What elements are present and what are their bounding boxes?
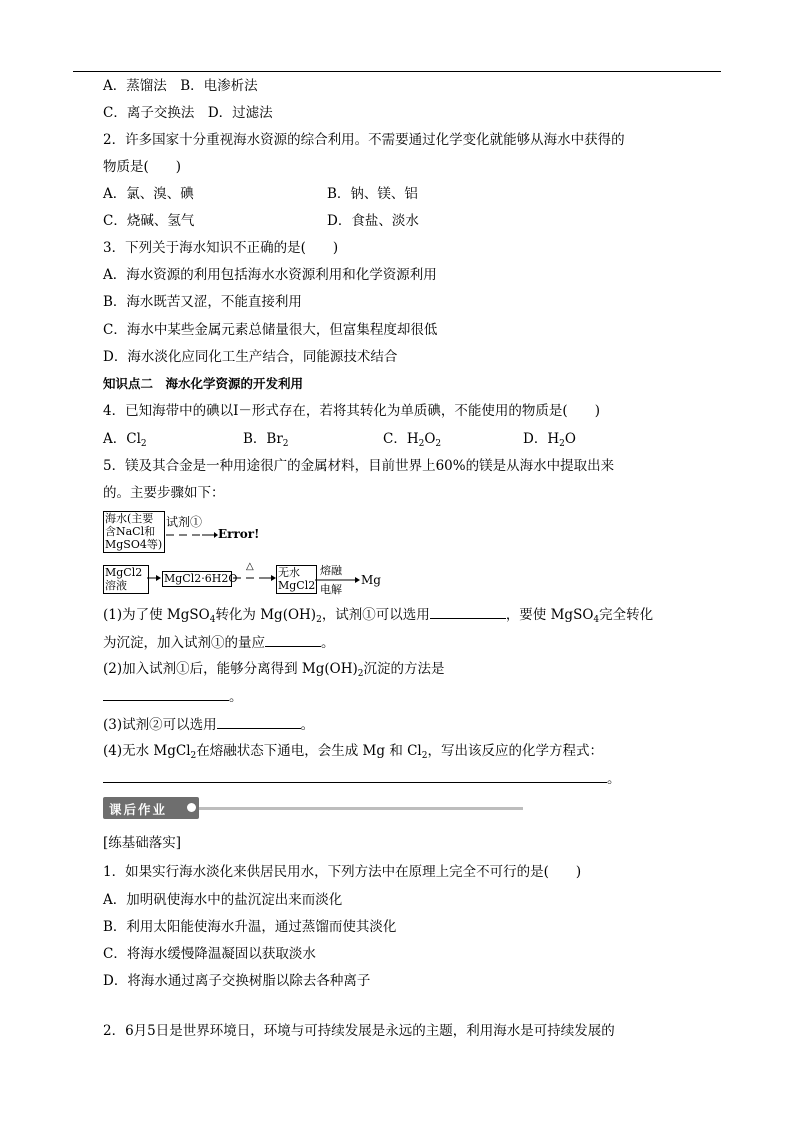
practice-title: [练基础落实]	[103, 835, 182, 851]
pq1-stem: 1．如果实行海水淡化来供居民用水，下列方法中在原理上完全不可行的是( )	[103, 864, 582, 880]
q5-stem-line2: 的。主要步骤如下：	[103, 485, 225, 501]
q4-option-a: A．$Cl_2$	[103, 431, 147, 449]
q5-stem-line1: 5．镁及其合金是一种用途很广的金属材料，目前世界上60%的镁是从海水中提取出来	[103, 458, 615, 474]
electrolysis-label: 电解	[320, 583, 342, 596]
q5-part3: (3)试剂②可以选用 。	[103, 714, 314, 735]
anhydrous-mgcl2-box: 无水 MgCl2	[278, 566, 316, 592]
answer-blank[interactable]	[217, 714, 301, 729]
header-rule	[73, 71, 721, 72]
mgcl2-hydrate-box: MgCl2·6H2O	[164, 572, 238, 585]
q4-option-d: D．$H_2O$	[523, 431, 576, 449]
arrow-3	[231, 572, 277, 584]
melt-label: 熔融	[320, 564, 342, 577]
q1-options-line2: C．离子交换法 D．过滤法	[103, 105, 273, 121]
answer-blank[interactable]	[103, 768, 607, 783]
answer-blank[interactable]	[430, 604, 506, 619]
arrow-1	[164, 527, 218, 541]
q2-stem-line1: 2．许多国家十分重视海水资源的综合利用。不需要通过化学变化就能够从海水中获得的	[103, 132, 625, 148]
q3-option-a: A．海水资源的利用包括海水水资源利用和化学资源利用	[103, 267, 437, 283]
heat-symbol: △	[246, 561, 254, 572]
q4-stem: 4．已知海带中的碘以I－形式存在，若将其转化为单质碘，不能使用的物质是( )	[103, 403, 600, 419]
pq1-option-d: D．将海水通过离子交换树脂以除去各种离子	[103, 973, 371, 989]
mg-product: Mg	[361, 573, 381, 587]
section-title: 知识点二 海水化学资源的开发利用	[103, 376, 304, 391]
arrow-2	[147, 572, 161, 584]
q5-part4-line2: 。	[103, 768, 621, 789]
q4-option-c: C．$H_2O_2$	[383, 431, 442, 449]
homework-banner	[103, 797, 423, 819]
mgcl2-solution-box: MgCl2 溶液	[103, 565, 149, 594]
answer-blank[interactable]	[265, 632, 321, 647]
q2-stem-line2: 物质是( )	[103, 159, 182, 175]
pq2-stem: 2．6月5日是世界环境日，环境与可持续发展是永远的主题，利用海水是可持续发展的	[103, 1023, 615, 1039]
q3-stem: 3．下列关于海水知识不正确的是( )	[103, 240, 339, 256]
q3-option-c: C．海水中某些金属元素总储量很大，但富集程度却很低	[103, 322, 438, 338]
q1-options-line1: A．蒸馏法 B．电渗析法	[103, 78, 258, 94]
q3-option-b: B．海水既苦又涩，不能直接利用	[103, 294, 302, 310]
answer-blank[interactable]	[103, 686, 229, 701]
reagent1-label: 试剂①	[166, 515, 203, 529]
q2-option-c: C．烧碱、氢气	[103, 213, 195, 229]
pq1-option-a: A．加明矾使海水中的盐沉淀出来而淡化	[103, 892, 343, 908]
pq1-option-b: B．利用太阳能使海水升温，通过蒸馏而使其淡化	[103, 919, 397, 935]
q5-part4-line1: (4)无水 MgCl$_2$在熔融状态下通电，会生成 Mg 和 $Cl_2$，写出该反应的化学方程式：	[103, 743, 603, 761]
q5-part2-line1: (2)加入试剂①后，能够分离得到 $Mg(OH)_2$沉淀的方法是	[103, 661, 445, 679]
pq1-option-c: C．将海水缓慢降温凝固以获取淡水	[103, 946, 316, 962]
q5-part2-line2: 。	[103, 686, 243, 707]
banner-dot-icon	[187, 803, 196, 812]
q2-option-a: A．氯、溴、碘	[103, 186, 194, 202]
error-label: Error!	[218, 527, 260, 541]
q2-option-d: D．食盐、淡水	[327, 213, 419, 229]
q5-part1-line1: (1)为了使 MgSO$_4$转化为 $Mg(OH)_2$，试剂①可以选用 ，要使 MgSO$_4$完全转化	[103, 604, 653, 625]
banner-title: 课后作业	[109, 802, 168, 817]
q4-option-b: B．$Br_2$	[243, 431, 289, 449]
q2-option-b: B．钠、镁、铝	[327, 186, 418, 202]
seawater-box: 海水(主要 含NaCl和 MgSO4等)	[103, 511, 165, 553]
q3-option-d: D．海水淡化应同化工生产结合，同能源技术结合	[103, 349, 398, 365]
q5-part1-line2: 为沉淀，加入试剂①的量应 。	[103, 632, 335, 653]
banner-line	[199, 807, 523, 810]
